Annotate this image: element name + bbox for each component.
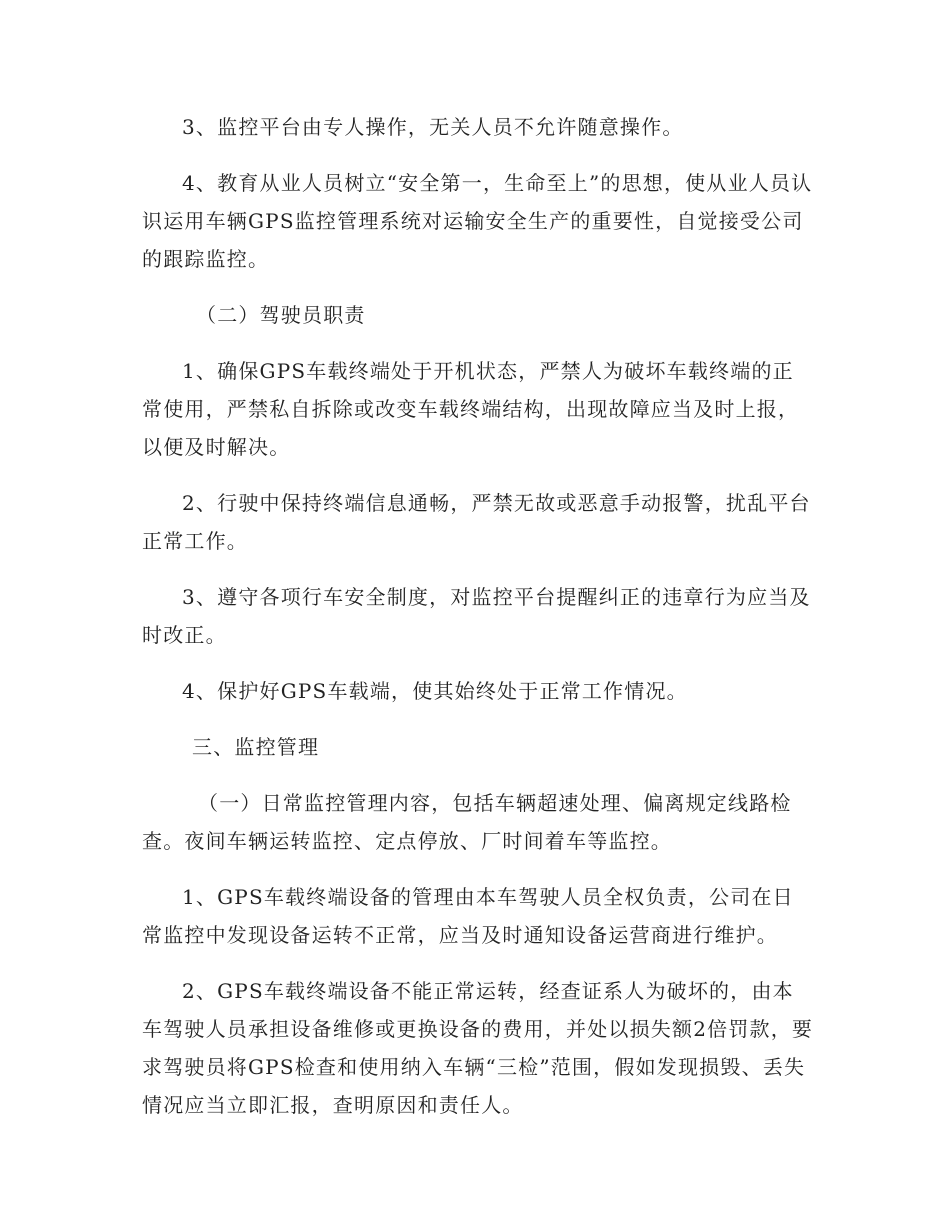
paragraph-terminal-power: 1、确保GPS车载终端处于开机状态，严禁人为破坏车载终端的正常使用，严禁私自拆除或改变车载终端结构，出现故障应当及时上报，以便及时解决。 — [142, 359, 800, 459]
paragraph-safety-education: 4、教育从业人员树立“安全第一，生命至上”的思想，使从业人员认识运用车辆GPS监控管理系统对运输安全生产的重要性，自觉接受公司的跟踪监控。 — [142, 171, 813, 271]
paragraph-device-damage: 2、GPS车载终端设备不能正常运转，经查证系人为破坏的，由本车驾驶人员承担设备维修或更换设备的费用，并处以损失额2倍罚款，要求驾驶员将GPS检查和使用纳入车辆“三检”范围，假如发现损毁、丢失情况应当立即汇报，查明原因和责任人。 — [142, 979, 814, 1117]
paragraph-signal-clear: 2、行驶中保持终端信息通畅，严禁无故或恶意手动报警，扰乱平台正常工作。 — [142, 491, 811, 553]
paragraph-protect-terminal: 4、保护好GPS车载端，使其始终处于正常工作情况。 — [182, 679, 688, 703]
paragraph-platform-operation: 3、监控平台由专人操作，无关人员不允许随意操作。 — [182, 115, 684, 139]
paragraph-safety-rules: 3、遵守各项行车安全制度，对监控平台提醒纠正的违章行为应当及时改正。 — [142, 585, 811, 647]
section-heading-driver-duties: （二）驾驶员职责 — [196, 303, 366, 327]
paragraph-daily-monitoring: （一）日常监控管理内容，包括车辆超速处理、偏离规定线路检查。夜间车辆运转监控、定点停放、厂时间着车等监控。 — [142, 791, 792, 853]
document-body — [142, 108, 814, 1142]
section-heading-monitoring: 三、监控管理 — [192, 735, 320, 759]
paragraph-device-management: 1、GPS车载终端设备的管理由本车驾驶人员全权负责，公司在日常监控中发现设备运转不正常，应当及时通知设备运营商进行维护。 — [142, 885, 794, 947]
